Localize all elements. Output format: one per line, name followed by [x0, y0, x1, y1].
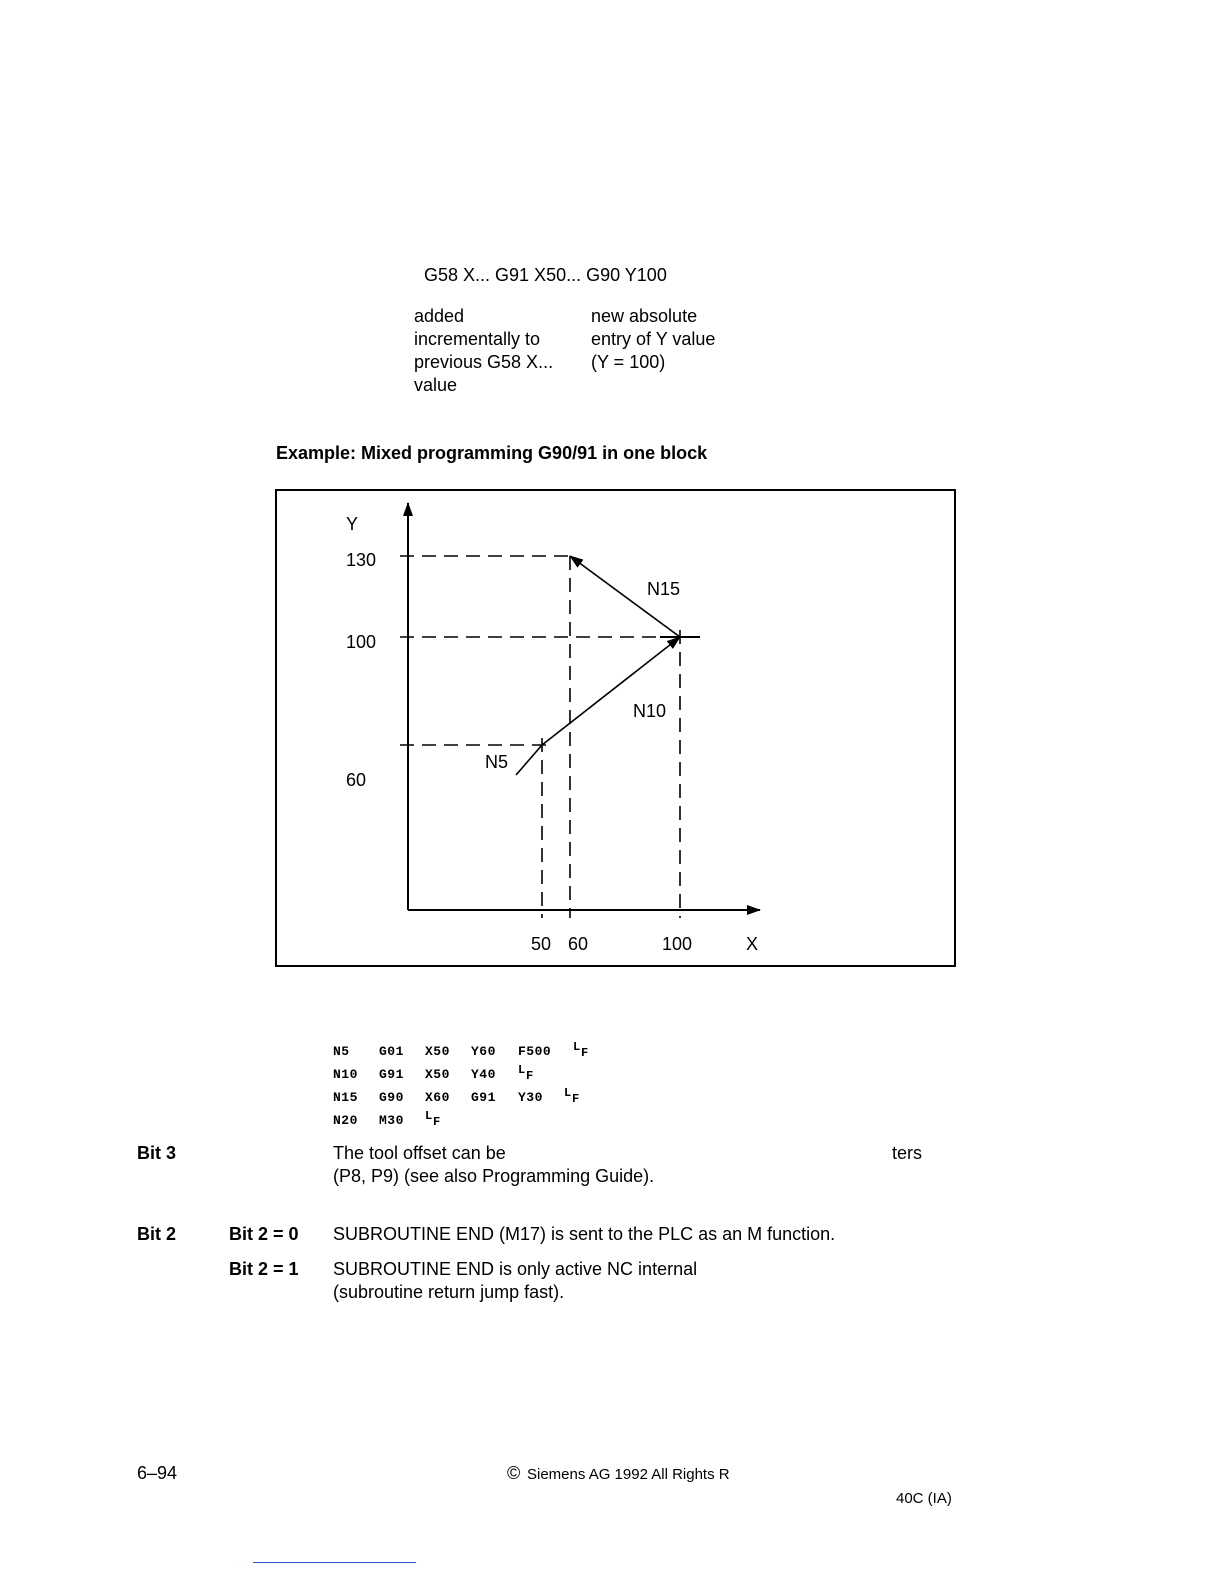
document-code: 40C (IA) [896, 1490, 952, 1507]
note-right-line: (Y = 100) [591, 352, 666, 372]
note-left-line: added [414, 306, 465, 326]
lf-l: L [425, 1109, 433, 1123]
code-token: Y30 [518, 1090, 543, 1105]
x-tick-label: 50 [531, 934, 552, 954]
note-left-line: incrementally to [414, 329, 541, 349]
segment-label-n10: N10 [633, 701, 667, 721]
code-token: Y60 [471, 1044, 496, 1059]
example-title: Example: Mixed programming G90/91 in one block [276, 443, 708, 463]
page-number: 6–94 [137, 1463, 178, 1483]
y-tick-label: 130 [346, 550, 377, 570]
bit3-text: The tool offset can be [333, 1143, 506, 1163]
bit2-case1-text: SUBROUTINE END is only active NC internal [333, 1259, 698, 1279]
bit2-case0-text: SUBROUTINE END (M17) is sent to the PLC as an M function. [333, 1224, 836, 1244]
code-token: X50 [425, 1044, 450, 1059]
segment-label-n15: N15 [647, 579, 681, 599]
y-tick-label: 60 [346, 770, 367, 790]
y-tick-label: 100 [346, 632, 377, 652]
note-left-line: previous G58 X... [414, 352, 554, 372]
code-token: N10 [333, 1067, 358, 1082]
code-token: N15 [333, 1090, 358, 1105]
lf-l: L [573, 1040, 581, 1054]
bit2-case0-label: Bit 2 = 0 [229, 1224, 299, 1244]
syntax-line: G58 X... G91 X50... G90 Y100 [424, 265, 667, 285]
code-token: Y40 [471, 1067, 496, 1082]
note-right-line: entry of Y value [591, 329, 716, 349]
bit3-text-end: ters [892, 1143, 923, 1163]
lf-f: F [526, 1069, 534, 1083]
segment-label-n5: N5 [485, 752, 509, 772]
code-token: F500 [518, 1044, 552, 1059]
note-right-line: new absolute [591, 306, 698, 326]
code-token: M30 [379, 1113, 404, 1128]
x-tick-label: 60 [568, 934, 589, 954]
footer-link-underline [253, 1562, 416, 1563]
x-tick-label: 100 [662, 934, 693, 954]
x-axis-label: X [746, 934, 759, 954]
code-token: G01 [379, 1044, 404, 1059]
code-token: X60 [425, 1090, 450, 1105]
lf-l: L [564, 1086, 572, 1100]
bit2-case1-label: Bit 2 = 1 [229, 1259, 299, 1279]
code-token: X50 [425, 1067, 450, 1082]
note-left-line: value [414, 375, 458, 395]
code-token: G90 [379, 1090, 404, 1105]
code-token: G91 [471, 1090, 496, 1105]
code-token: G91 [379, 1067, 404, 1082]
n10-segment [542, 637, 680, 745]
code-token: N5 [333, 1044, 350, 1059]
copyright-text: Siemens AG 1992 All Rights R [527, 1466, 730, 1483]
bit3-label: Bit 3 [137, 1143, 177, 1163]
bit3-text-cont: (P8, P9) (see also Programming Guide). [333, 1166, 655, 1186]
bit2-case1-text-cont: (subroutine return jump fast). [333, 1282, 565, 1302]
bit2-label: Bit 2 [137, 1224, 177, 1244]
code-token: N20 [333, 1113, 358, 1128]
lf-f: F [572, 1092, 580, 1106]
lf-f: F [433, 1115, 441, 1129]
lf-l: L [518, 1063, 526, 1077]
y-axis-label: Y [346, 514, 359, 534]
n5-segment [516, 745, 542, 775]
copyright-icon: © [507, 1463, 521, 1483]
lf-f: F [581, 1046, 589, 1060]
